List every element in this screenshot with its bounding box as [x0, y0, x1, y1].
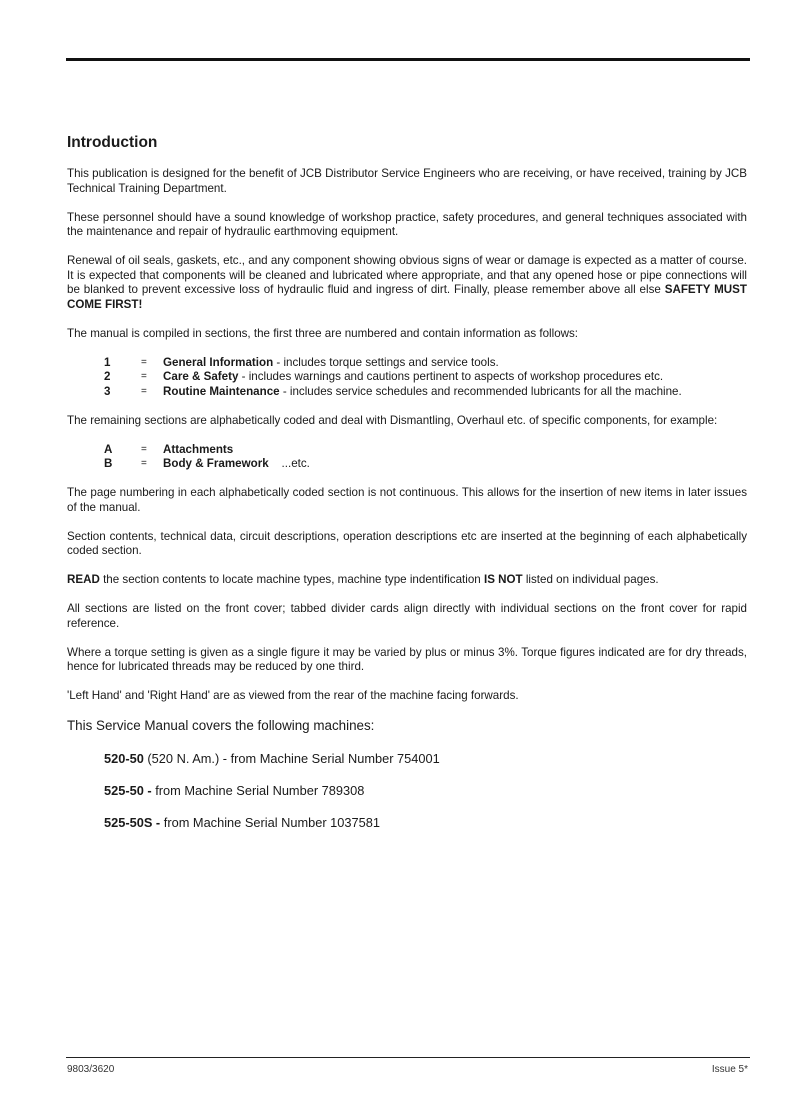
section-description: - includes torque settings and service tools.: [273, 355, 499, 369]
paragraph-4: The manual is compiled in sections, the first three are numbered and contain information as follows:: [67, 326, 579, 340]
list-item: [67, 385, 747, 400]
machine-model: 525-50 -: [104, 783, 152, 798]
page-content: [67, 134, 747, 847]
bottom-rule: [66, 1057, 750, 1058]
top-rule: [66, 58, 750, 61]
lettered-section-list: [67, 443, 747, 472]
equals-sign: =: [141, 443, 147, 455]
paragraph-3: [67, 254, 747, 312]
is-not-emphasis: IS NOT: [483, 573, 523, 586]
paragraph-5: The remaining sections are alphabetically coded and deal with Dismantling, Overhaul etc. of specific components, for example:: [67, 413, 718, 427]
equals-sign: =: [141, 385, 147, 397]
machine-serial-info: from Machine Serial Number 789308: [151, 783, 365, 798]
paragraph-7: Section contents, technical data, circuit descriptions, operation descriptions etc are inserted at the beginning of each alphabetically coded section.: [67, 529, 747, 557]
safety-emphasis: SAFETY MUST COME FIRST!: [67, 283, 747, 311]
numbered-section-list: [67, 356, 747, 400]
document-number: 9803/3620: [67, 1064, 115, 1075]
machine-model: 525-50S -: [104, 815, 161, 830]
equals-sign: =: [141, 458, 147, 469]
section-description: - includes warnings and cautions pertinent to aspects of workshop procedures etc.: [238, 370, 664, 383]
list-item: [67, 457, 747, 472]
list-item: [67, 356, 747, 371]
equals-sign: =: [141, 356, 147, 368]
section-title: Care & Safety: [163, 370, 239, 383]
section-letter: A: [104, 442, 113, 456]
issue-number: Issue 5*: [711, 1064, 748, 1075]
section-title: Routine Maintenance: [163, 384, 280, 398]
section-number: 2: [104, 370, 111, 383]
machine-serial-info: (520 N. Am.) - from Machine Serial Number 754001: [143, 751, 440, 766]
section-number: 3: [104, 384, 111, 398]
section-title: General Information: [163, 355, 274, 369]
section-title: Body & Framework: [163, 457, 269, 470]
paragraph-6: The page numbering in each alphabetically coded section is not continuous. This allows for the insertion of new items in later issues of the manual.: [67, 486, 747, 514]
paragraph-10: Where a torque setting is given as a single figure it may be varied by plus or minus 3%. Torque figures indicated are for dry threads, hence for lubricated threads may be reduced by one third.: [67, 645, 747, 673]
section-description: - includes service schedules and recommended lubricants for all the machine.: [279, 384, 682, 398]
machine-serial-info: from Machine Serial Number 1037581: [160, 815, 380, 830]
section-letter: B: [104, 457, 113, 470]
list-item: [67, 443, 747, 458]
page-title: Introduction: [67, 134, 158, 151]
machines-intro: This Service Manual covers the following machines:: [67, 718, 375, 733]
equals-sign: =: [141, 371, 147, 382]
section-number: 1: [104, 355, 111, 369]
machine-entry: [104, 815, 747, 830]
paragraph-8: [67, 573, 747, 588]
paragraph-3-text: Renewal of oil seals, gaskets, etc., and any component showing obvious signs of wear or damage is expected as a matter of course. It is expected that components will be cleaned and lubricated where appropriate, and that any opened hose or pipe connections will be blanked to prevent excessive loss of hydraulic fluid and ingress of dirt. Finally, please remember above all else: [67, 254, 747, 296]
machine-model: 520-50: [104, 751, 144, 766]
machine-entry: [104, 751, 747, 766]
paragraph-1: This publication is designed for the benefit of JCB Distributor Service Engineers who are receiving, or have received, training by JCB Technical Training Department.: [67, 167, 747, 195]
section-title: Attachments: [163, 442, 234, 456]
paragraph-2: These personnel should have a sound knowledge of workshop practice, safety procedures, and general techniques associated with the maintenance and repair of hydraulic earthmoving equipment.: [67, 210, 747, 238]
section-description: ...etc.: [268, 457, 310, 470]
paragraph-8-text-2: listed on individual pages.: [522, 573, 659, 586]
paragraph-9: All sections are listed on the front cover; tabbed divider cards align directly with individual sections on the front cover for rapid reference.: [67, 602, 747, 630]
machine-entry: [104, 783, 747, 798]
read-emphasis: READ: [67, 573, 100, 586]
paragraph-11: 'Left Hand' and 'Right Hand' are as viewed from the rear of the machine facing forwards.: [67, 689, 519, 702]
paragraph-8-text-1: the section contents to locate machine types, machine type indentification: [99, 573, 484, 586]
list-item: [67, 370, 747, 385]
